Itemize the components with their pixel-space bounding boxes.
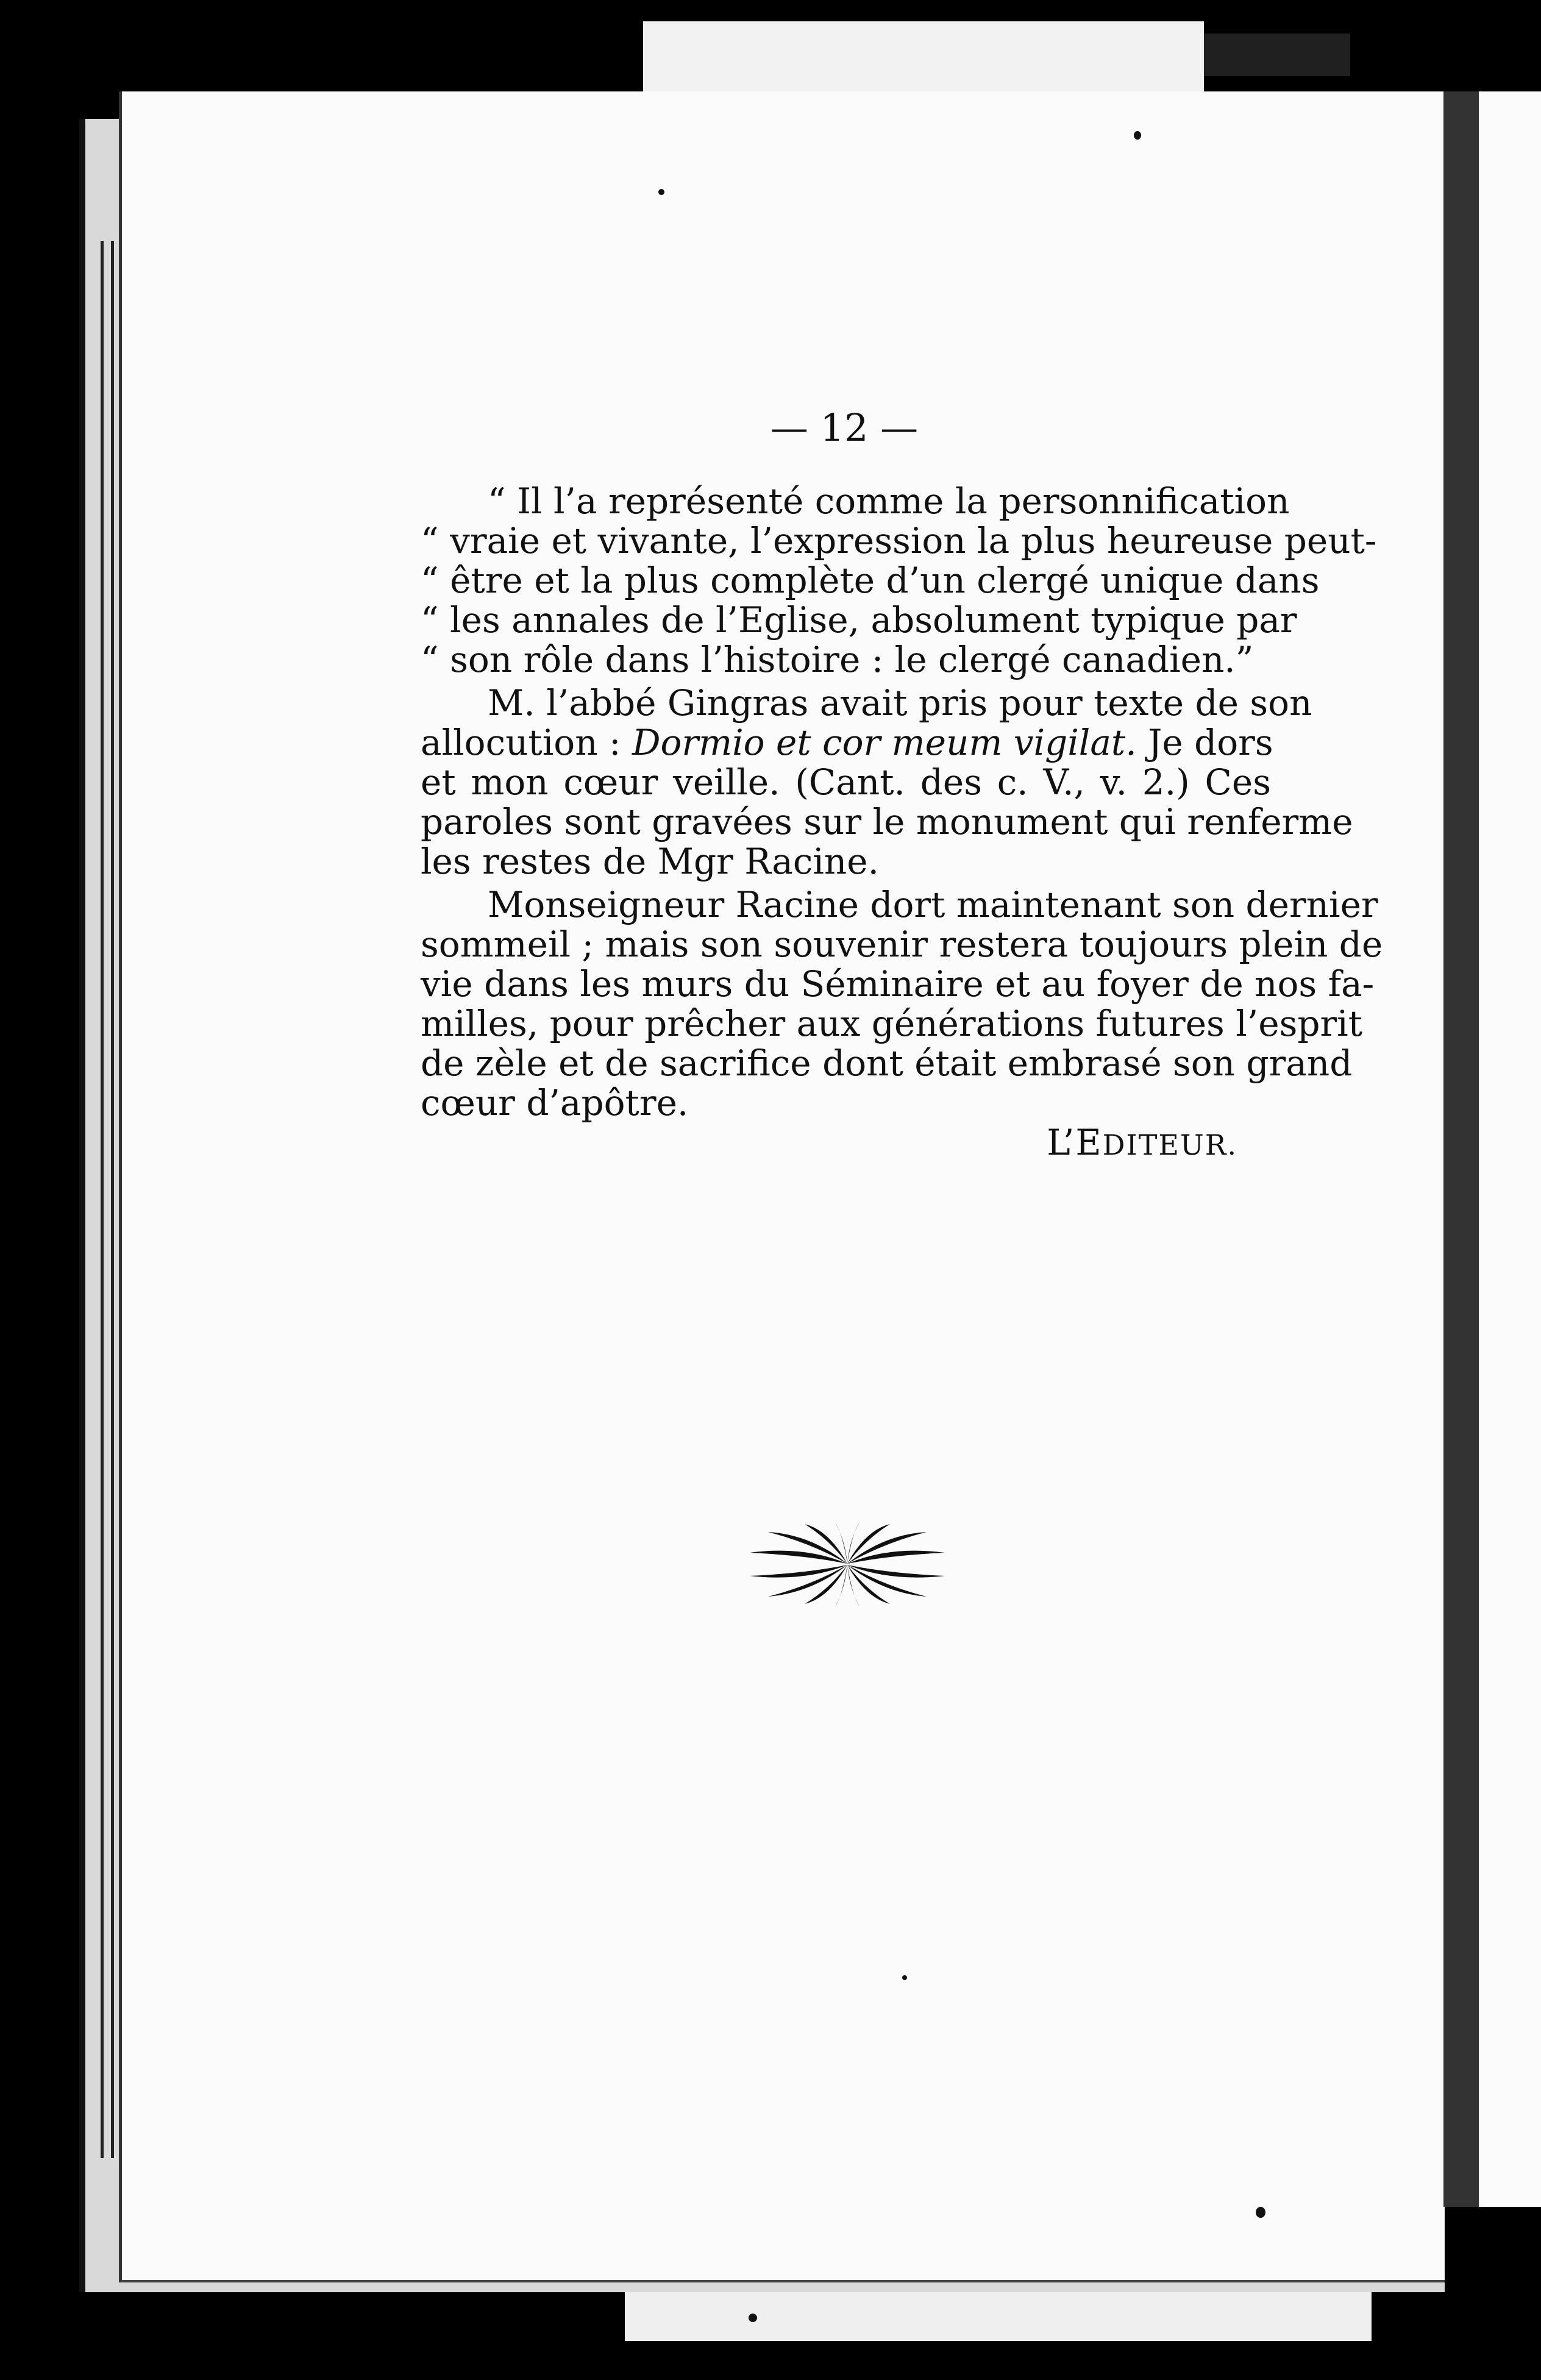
paragraph-line: allocution : Dormio et cor meum vigilat. Je dors <box>421 722 1273 763</box>
scan-top-dark-strip <box>1204 34 1350 76</box>
paragraph-line: paroles sont gravées sur le monument qui renferme <box>421 801 1353 843</box>
gutter-shadow <box>1443 91 1479 2207</box>
paragraph-line: Monseigneur Racine dort maintenant son dernier <box>488 884 1378 925</box>
paragraph-line: M. l’abbé Gingras avait pris pour texte de son <box>488 682 1312 724</box>
paragraph-line: et mon cœur veille. (Cant. des c. V., v. 2.) Ces <box>421 761 1271 803</box>
scan-speck <box>749 2314 757 2322</box>
quote-line: “ les annales de l’Eglise, absolument typique par <box>421 599 1297 641</box>
paragraph-line: vie dans les murs du Séminaire et au foyer de nos fa- <box>421 963 1375 1005</box>
page-number: — 12 — <box>770 405 919 450</box>
scan-speck <box>902 1975 907 1980</box>
scan-speck <box>1134 131 1141 140</box>
decorative-ornament-icon <box>738 1521 957 1606</box>
facing-page-edge <box>1479 91 1541 2207</box>
page-edge-line <box>101 241 104 2158</box>
body-text <box>421 480 1383 1165</box>
quote-line: “ son rôle dans l’histoire : le clergé canadien.” <box>421 639 1254 680</box>
paragraph-line: de zèle et de sacrifice dont était embrasé son grand <box>421 1042 1353 1084</box>
scan-speck <box>658 189 664 195</box>
latin-quotation: Dormio et cor meum vigilat. <box>632 722 1137 763</box>
signature: L’EDITEUR. <box>1047 1122 1237 1163</box>
scan-speck <box>1256 2207 1265 2218</box>
paragraph-line: les restes de Mgr Racine. <box>421 841 880 882</box>
paragraph-line: milles, pour prêcher aux générations futures l’esprit <box>421 1003 1363 1044</box>
quote-line: “ être et la plus complète d’un clergé unique dans <box>421 560 1320 601</box>
quote-line: “ Il l’a représenté comme la personnification <box>488 480 1290 522</box>
quote-line: “ vraie et vivante, l’expression la plus heureuse peut- <box>421 520 1377 561</box>
paragraph-line: cœur d’apôtre. <box>421 1082 689 1124</box>
paragraph-line: sommeil ; mais son souvenir restera toujours plein de <box>421 924 1383 965</box>
page-edge-line <box>111 241 114 2158</box>
